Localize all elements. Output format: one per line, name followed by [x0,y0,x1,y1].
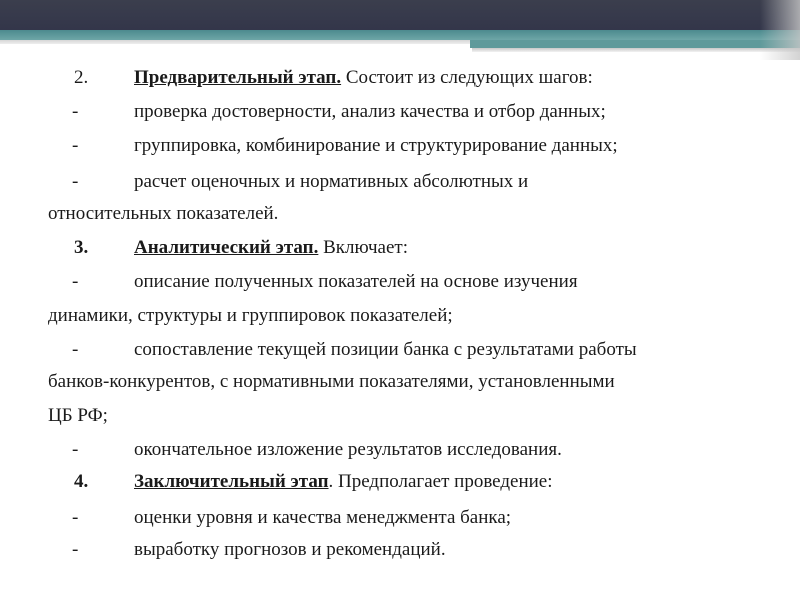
section-title-tail: Состоит из следующих шагов: [341,67,593,88]
list-item-text: расчет оценочных и нормативных абсолютных и [134,171,529,192]
section-title: Предварительный этап. [134,67,342,88]
section-number: 2. [74,67,89,88]
bullet-dash: - [72,539,79,560]
bullet-dash: - [72,339,79,360]
list-item-text: проверка достоверности, анализ качества и отбор данных; [134,101,606,122]
header-highlight-left [0,44,472,47]
section-number: 4. [74,471,89,492]
bullet-dash: - [72,135,79,156]
list-item-text: сопоставление текущей позиции банка с результатами работы [134,339,637,360]
list-item-text: динамики, структуры и группировок показателей; [48,305,453,326]
header-accent-right [470,40,800,48]
list-item-text: ЦБ РФ; [48,405,108,426]
corner-shadow [760,0,800,60]
section-title-line [134,470,553,494]
section-title-tail: Включает: [318,237,408,258]
list-item-text: описание полученных показателей на основе изучения [134,271,578,292]
bullet-dash: - [72,271,79,292]
section-title-line [134,236,408,260]
header-divider-right [472,48,800,52]
bullet-dash: - [72,439,79,460]
section-title-line [134,66,593,90]
list-item-text: окончательное изложение результатов исследования. [134,439,562,460]
section-title: Аналитический этап. [134,237,319,258]
list-item-text: группировка, комбинирование и структурирование данных; [134,135,618,156]
header-accent-band [0,30,800,40]
list-item-text: банков-конкурентов, с нормативными показателями, установленными [48,371,615,392]
header-bar [0,0,800,30]
bullet-dash: - [72,171,79,192]
section-number: 3. [74,237,89,258]
section-title-tail: . Предполагает проведение: [328,471,553,492]
bullet-dash: - [72,507,79,528]
list-item-text: выработку прогнозов и рекомендаций. [134,539,446,560]
list-item-text: относительных показателей. [48,203,279,224]
list-item-text: оценки уровня и качества менеджмента банка; [134,507,512,528]
bullet-dash: - [72,101,79,122]
section-title: Заключительный этап [134,471,329,492]
